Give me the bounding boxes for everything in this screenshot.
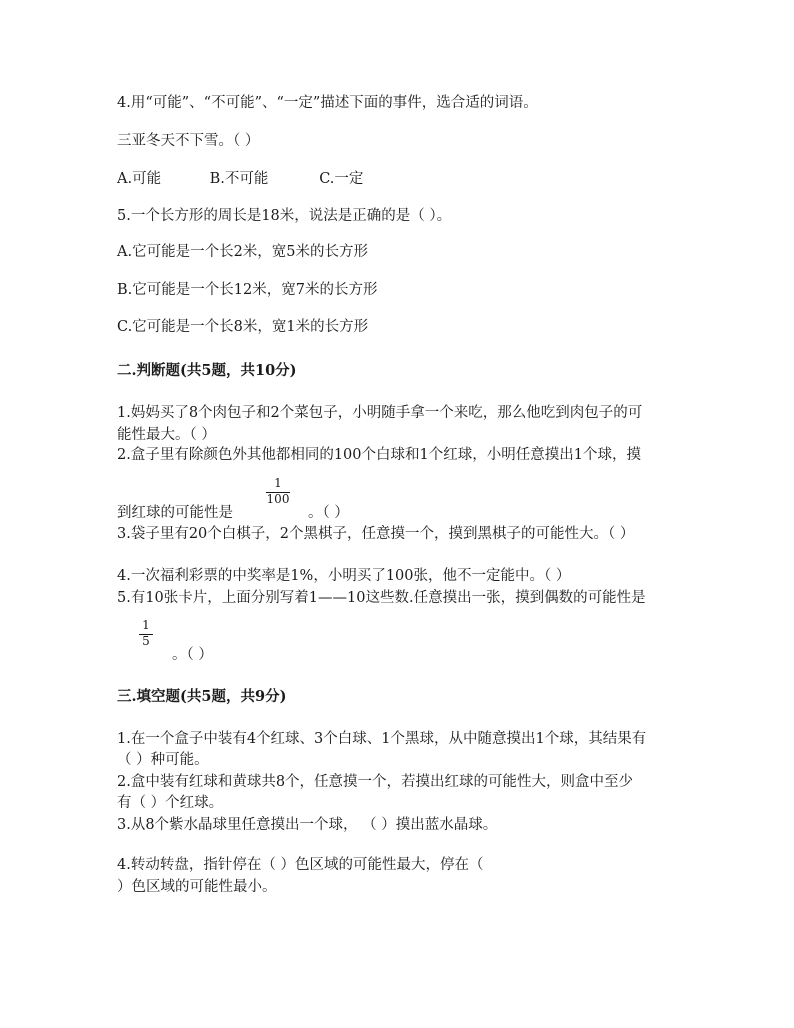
q4-option-a: A.可能 [117, 171, 162, 187]
s3-item2-line1: 2.盒中装有红球和黄球共8个，任意摸一个，若摸出红球的可能性大，则盒中至少 [117, 774, 634, 790]
s2-item2-suffix: 。（ ） [308, 505, 349, 521]
s3-item2-line2: 有（ ）个红球。 [117, 795, 224, 811]
q4-options [117, 170, 363, 188]
q4-prompt: 4.用“可能”、“不可能”、“一定”描述下面的事件，选合适的词语。 [117, 95, 538, 111]
q5-option-b: B.它可能是一个长12米，宽7米的长方形 [117, 282, 378, 298]
s3-item4-line2: ）色区域的可能性最小。 [117, 879, 277, 895]
s2-item4: 4.一次福利彩票的中奖率是1%，小明买了100张，他不一定能中。（ ） [117, 568, 571, 584]
q5-option-a: A.它可能是一个长2米，宽5米的长方形 [117, 244, 369, 260]
fraction-numerator: 1 [274, 476, 282, 490]
section2-title: 二.判断题(共5题，共10分) [117, 362, 297, 379]
q5-option-c: C.它可能是一个长8米，宽1米的长方形 [117, 319, 369, 335]
s2-item1-line2: 能性最大。（ ） [117, 427, 216, 443]
q5-prompt: 5.一个长方形的周长是18米，说法是正确的是（ ）。 [117, 208, 452, 224]
s3-item3: 3.从8个紫水晶球里任意摸出一个球， （ ）摸出蓝水晶球。 [117, 817, 498, 833]
fraction-numerator: 1 [142, 618, 150, 632]
q4-stem: 三亚冬天不下雪。（ ） [117, 133, 260, 149]
s2-item1-line1: 1.妈妈买了8个肉包子和2个菜包子，小明随手拿一个来吃，那么他吃到肉包子的可 [117, 405, 643, 421]
s2-item2-line2: 到红球的可能性是 [117, 505, 233, 521]
s3-item4-line1: 4.转动转盘，指针停在（ ）色区域的可能性最大，停在（ [117, 857, 484, 873]
s2-item5-fraction [139, 618, 153, 648]
q4-option-c: C.一定 [319, 171, 364, 187]
fraction-denominator: 5 [142, 634, 150, 648]
s2-item3: 3.袋子里有20个白棋子，2个黑棋子，任意摸一个，摸到黑棋子的可能性大。（ ） [117, 526, 635, 542]
s3-item1-line1: 1.在一个盒子中装有4个红球、3个白球、1个黑球，从中随意摸出1个球，其结果有 [117, 731, 647, 747]
section3-title: 三.填空题(共5题，共9分) [117, 688, 287, 705]
s3-item1-line2: （ ）种可能。 [117, 752, 209, 768]
q4-option-b: B.不可能 [209, 171, 269, 187]
s2-item5-suffix: 。（ ） [172, 647, 213, 663]
s2-item2-fraction [266, 476, 290, 506]
s2-item2-line1: 2.盒子里有除颜色外其他都相同的100个白球和1个红球，小明任意摸出1个球，摸 [117, 447, 641, 463]
fraction-denominator: 100 [266, 492, 290, 506]
s2-item5-line1: 5.有10张卡片，上面分别写着1——10这些数.任意摸出一张，摸到偶数的可能性是 [117, 590, 646, 606]
